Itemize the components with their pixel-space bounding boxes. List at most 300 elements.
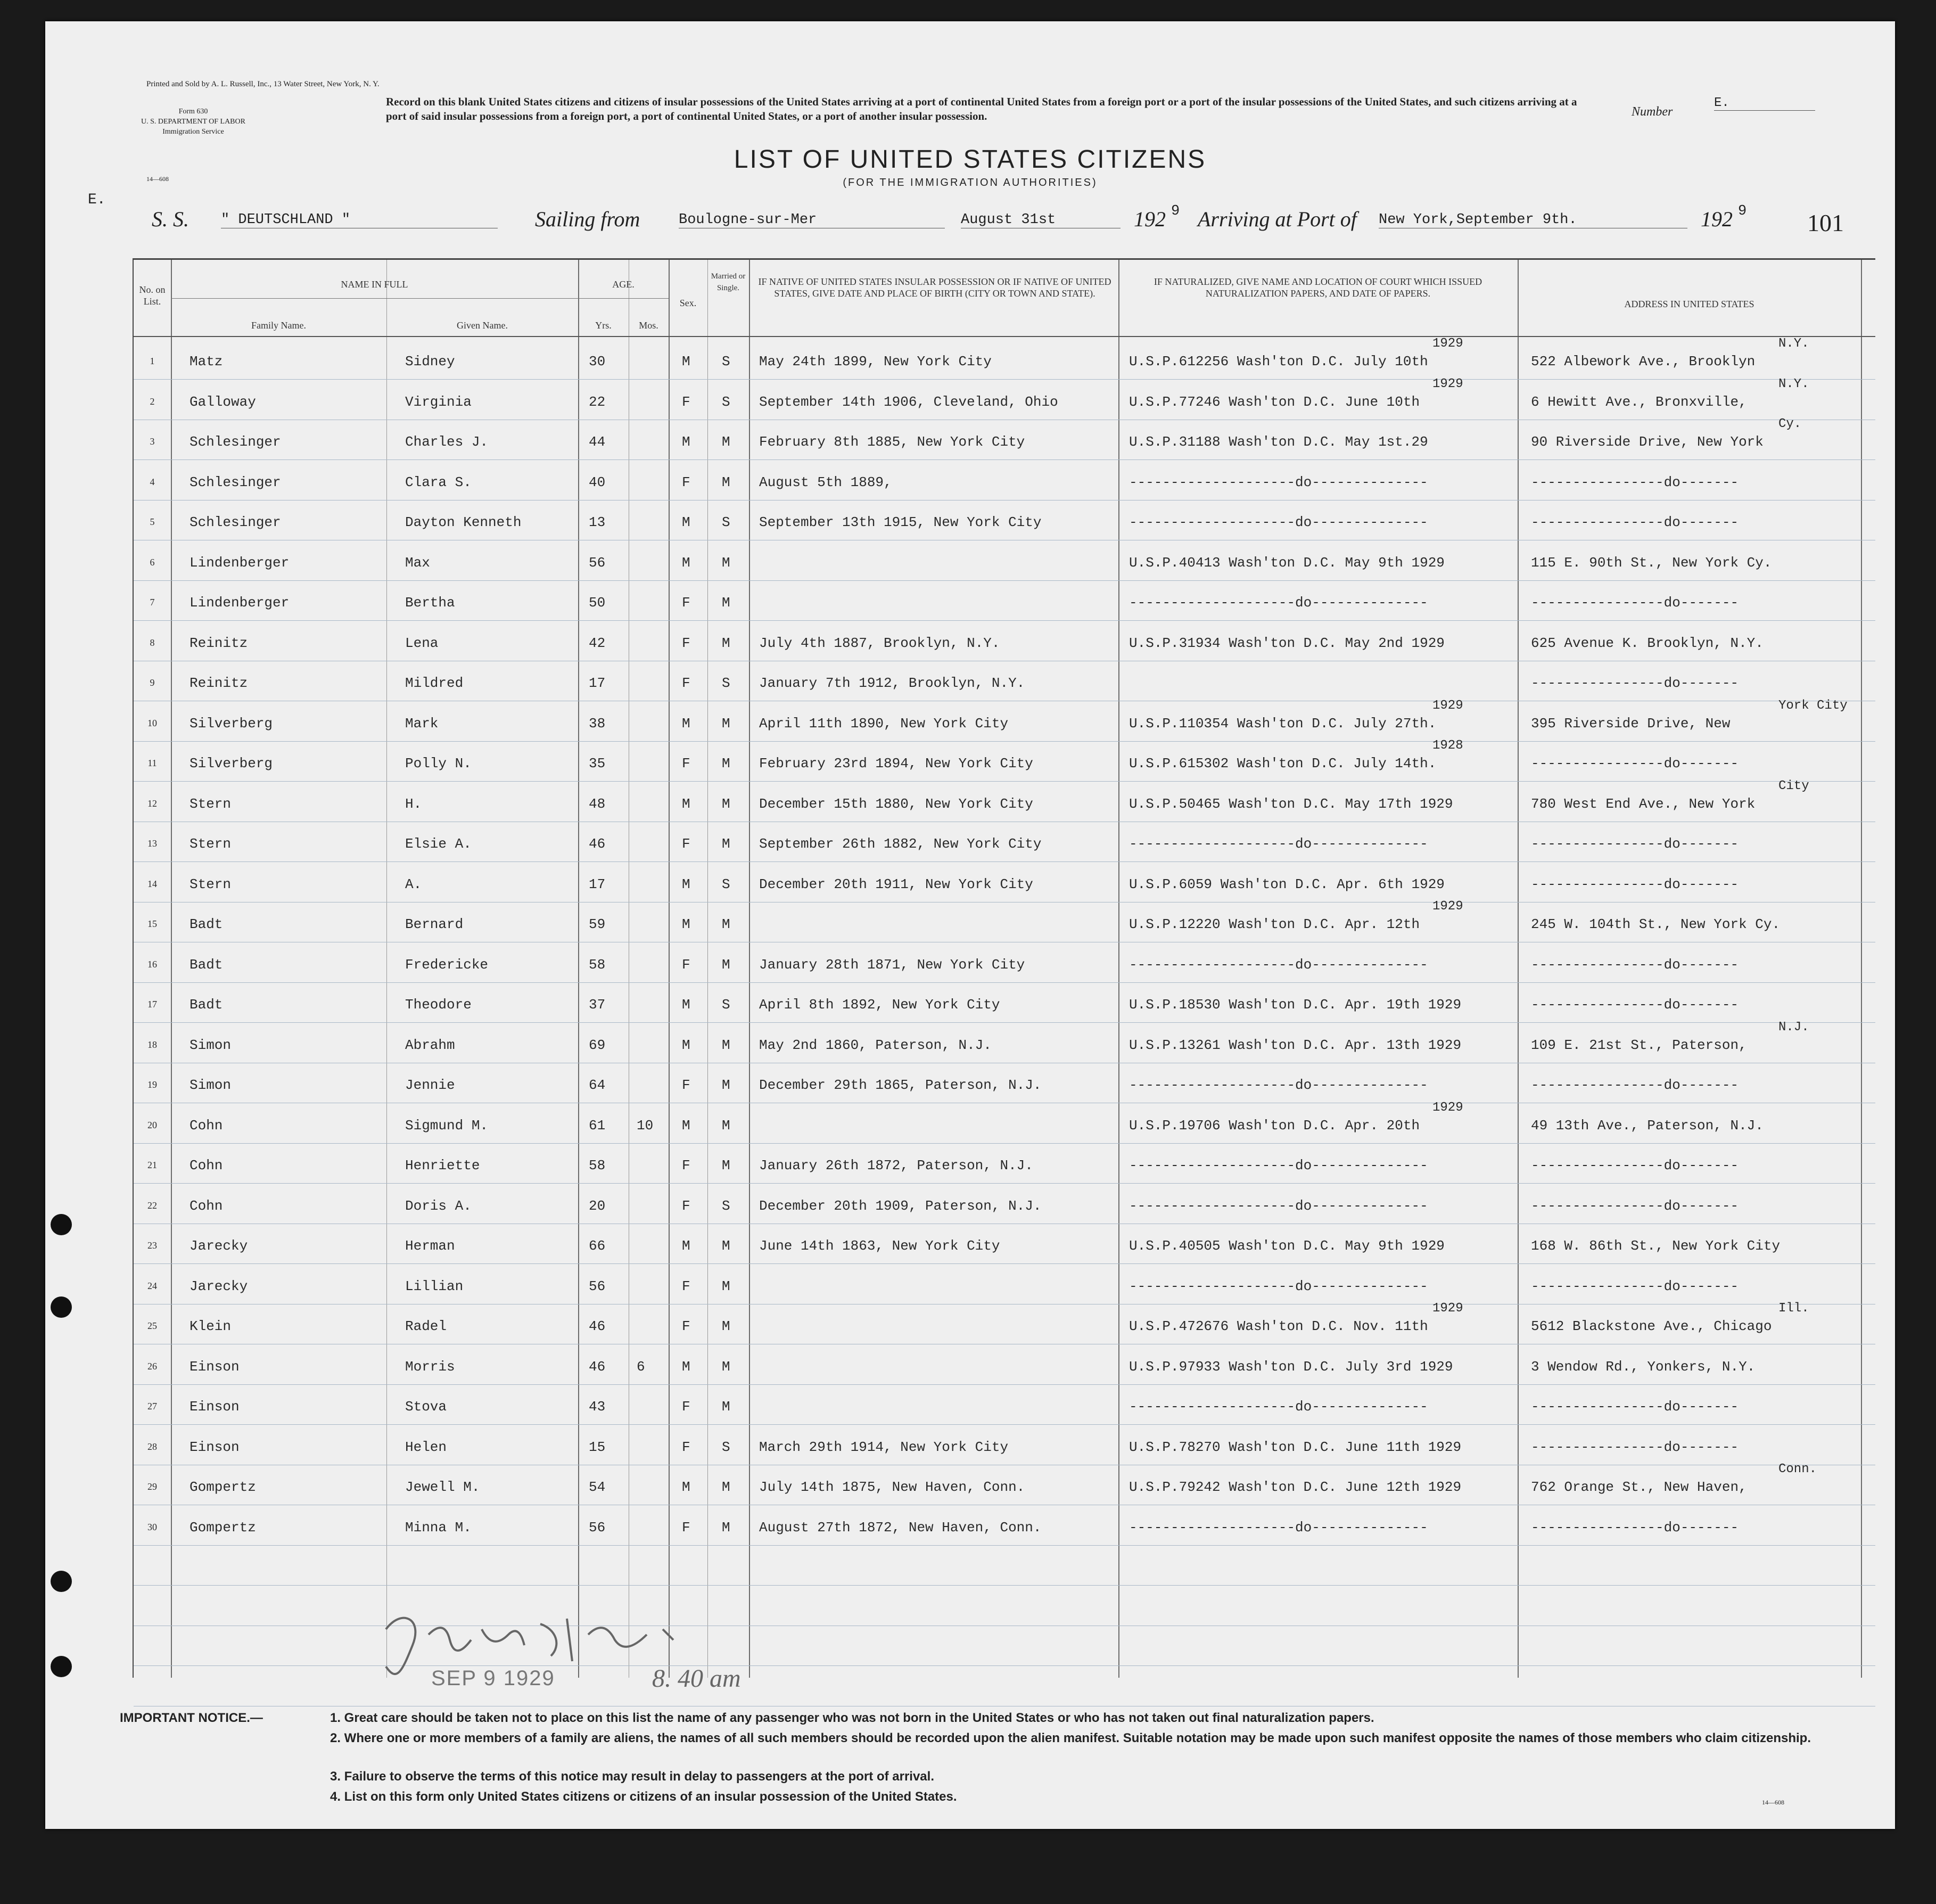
table-row (134, 661, 1875, 701)
cell-no: 28 (147, 1441, 157, 1452)
table-row (134, 943, 1875, 983)
col-given-header: Given Name. (457, 320, 508, 331)
cell-given: Henriette (405, 1158, 480, 1173)
table-row (134, 581, 1875, 621)
cell-naturalized-year-note: 1929 (1432, 337, 1463, 351)
cell-sex: M (682, 715, 690, 732)
cell-family: Einson (190, 1358, 240, 1375)
cell-no: 10 (147, 717, 157, 728)
cell-yrs: 46 (589, 1318, 606, 1334)
cell-birth: March 29th 1914, New York City (759, 1439, 1009, 1455)
table-row (134, 1425, 1875, 1465)
sailing-from: Boulogne-sur-Mer (679, 212, 945, 228)
cell-nat: --------------------do-------------- (1129, 514, 1428, 530)
cell-no: 22 (147, 1200, 157, 1211)
cell-birth: April 8th 1892, New York City (759, 997, 1000, 1013)
cell-addr: ----------------do------- (1531, 756, 1739, 772)
cell-birth: July 14th 1875, New Haven, Conn. (759, 1479, 1025, 1495)
cell-sex: F (682, 956, 690, 973)
form-code-top: 14—608 (146, 175, 169, 183)
cell-birth: January 7th 1912, Brooklyn, N.Y. (759, 675, 1025, 691)
cell-yrs: 22 (589, 393, 606, 410)
cell-nat: --------------------do-------------- (1129, 1519, 1428, 1536)
cell-family: Einson (190, 1439, 240, 1455)
cell-nat: U.S.P.31188 Wash'ton D.C. May 1st.29 (1129, 434, 1428, 450)
cell-no: 26 (147, 1360, 157, 1372)
cell-birth: January 28th 1871, New York City (759, 956, 1025, 973)
cell-yrs: 56 (589, 554, 606, 571)
cell-nat: --------------------do-------------- (1129, 474, 1428, 490)
cell-ms: M (722, 956, 730, 973)
cell-given: Minna M. (405, 1519, 472, 1536)
cell-nat: U.S.P.40413 Wash'ton D.C. May 9th 1929 (1129, 554, 1445, 571)
table-row (134, 1301, 1875, 1344)
table-row (134, 822, 1875, 862)
cell-yrs: 43 (589, 1399, 606, 1415)
cell-sex: F (682, 756, 690, 772)
cell-family: Schlesinger (190, 514, 281, 530)
cell-addr: 522 Albework Ave., Brooklyn (1531, 354, 1756, 370)
cell-family: Gompertz (190, 1519, 256, 1536)
cell-no: 30 (147, 1521, 157, 1532)
cell-addr: 168 W. 86th St., New York City (1531, 1238, 1781, 1254)
cell-addr: ----------------do------- (1531, 675, 1739, 691)
cell-no: 9 (150, 677, 155, 688)
cell-family: Einson (190, 1399, 240, 1415)
cell-family: Cohn (190, 1158, 223, 1173)
table-row (134, 698, 1875, 742)
form-code-bottom: 14—608 (1762, 1799, 1784, 1806)
cell-given: Stova (405, 1399, 447, 1415)
cell-ms: M (722, 1278, 730, 1294)
cell-nat: U.S.P.78270 Wash'ton D.C. June 11th 1929 (1129, 1439, 1462, 1455)
cell-birth: September 26th 1882, New York City (759, 836, 1042, 852)
cell-ms: M (722, 1158, 730, 1173)
cell-no: 21 (147, 1160, 157, 1170)
cell-ms: M (722, 1519, 730, 1536)
cell-no: 13 (147, 838, 157, 849)
cell-no: 17 (147, 999, 157, 1010)
cell-nat: --------------------do-------------- (1129, 1278, 1428, 1294)
cell-nat: U.S.P.612256 Wash'ton D.C. July 10th (1129, 354, 1428, 370)
cell-birth: September 13th 1915, New York City (759, 514, 1042, 530)
cell-sex: F (682, 1439, 690, 1455)
cell-given: Mildred (405, 675, 464, 691)
cell-family: Reinitz (190, 675, 248, 691)
cell-addr: 5612 Blackstone Ave., Chicago (1531, 1318, 1772, 1334)
cell-addr: ----------------do------- (1531, 474, 1739, 490)
table-row (134, 500, 1875, 540)
cell-given: H. (405, 795, 422, 812)
document-title: LIST OF UNITED STATES CITIZENS (734, 145, 1207, 174)
binder-hole (51, 1296, 72, 1318)
cell-given: Fredericke (405, 956, 489, 973)
cell-sex: M (682, 916, 690, 932)
cell-ms: M (722, 1077, 730, 1093)
arrival-date-stamp: SEP 9 1929 (431, 1667, 555, 1690)
cell-no: 24 (147, 1280, 157, 1291)
cell-yrs: 46 (589, 1358, 606, 1375)
cell-given: Doris A. (405, 1197, 472, 1214)
table-row (134, 621, 1875, 661)
left-mark: E. (88, 192, 106, 208)
col-mos-header: Mos. (639, 320, 658, 331)
cell-nat: --------------------do-------------- (1129, 1158, 1428, 1173)
col-sex-header: Sex. (679, 298, 697, 308)
col-naturalized-header: IF NATURALIZED, GIVE NAME AND LOCATION OF COURT WHICH ISSUED NATURALIZATION PAPERS, AND DATE OF PAPERS. (1154, 276, 1482, 299)
cell-naturalized-year-note: 1928 (1432, 738, 1463, 753)
binder-hole (51, 1656, 72, 1677)
col-address-header: ADDRESS IN UNITED STATES (1624, 299, 1754, 309)
cell-given: Charles J. (405, 434, 489, 450)
cell-birth: January 26th 1872, Paterson, N.J. (759, 1158, 1033, 1173)
cell-yrs: 48 (589, 795, 606, 812)
cell-given: Herman (405, 1238, 455, 1254)
cell-given: Abrahm (405, 1037, 455, 1053)
sailing-date: August 31st (961, 212, 1121, 228)
cell-yrs: 42 (589, 635, 606, 651)
cell-addr: ----------------do------- (1531, 956, 1739, 973)
cell-family: Simon (190, 1037, 232, 1053)
cell-addr: ----------------do------- (1531, 595, 1739, 611)
cell-family: Badt (190, 956, 223, 973)
cell-naturalized-year-note: 1929 (1432, 1301, 1463, 1316)
cell-nat: U.S.P.50465 Wash'ton D.C. May 17th 1929 (1129, 795, 1453, 812)
notice-item-2: 2. Where one or more members of a family are aliens, the names of all such members should be recorded upon the alien manifest. Suitable notation may be made upon such manifest opposite the names of those members who claim citizenship. (330, 1731, 1811, 1745)
cell-addr: 90 Riverside Drive, New York (1531, 434, 1764, 450)
cell-yrs: 38 (589, 715, 606, 732)
cell-ms: M (722, 916, 730, 932)
cell-sex: M (682, 1037, 690, 1053)
cell-nat: --------------------do-------------- (1129, 1077, 1428, 1093)
cell-given: Max (405, 554, 430, 571)
cell-yrs: 17 (589, 675, 606, 691)
cell-no: 15 (147, 918, 157, 929)
cell-no: 29 (147, 1481, 157, 1492)
cell-sex: F (682, 1278, 690, 1294)
instructions-text: Record on this blank United States citizens and citizens of insular possessions of the United States arriving at a port of continental United States from a foreign port or a port of the insular possessions of the United States, and such citizens arriving at a port of said insular possessions from a foreign port, a port of continental United States, or a port of another insular possession. (386, 95, 1577, 122)
table-row (134, 1506, 1875, 1546)
notice-item-1: 1. Great care should be taken not to place on this list the name of any passenger who was not born in the United States or who has not taken out final naturalization papers. (330, 1711, 1374, 1725)
cell-ms: M (722, 554, 730, 571)
cell-birth: August 5th 1889, (759, 474, 892, 490)
cell-naturalized-year-note: 1929 (1432, 376, 1463, 391)
cell-ms: M (722, 836, 730, 852)
cell-birth: September 14th 1906, Cleveland, Ohio (759, 393, 1058, 410)
cell-birth: May 2nd 1860, Paterson, N.J. (759, 1037, 992, 1053)
cell-family: Reinitz (190, 635, 248, 651)
cell-ms: M (722, 795, 730, 812)
col-name-header: NAME IN FULL (341, 279, 408, 290)
cell-no: 1 (150, 356, 155, 366)
cell-yrs: 37 (589, 997, 606, 1013)
cell-addr: ----------------do------- (1531, 1158, 1739, 1173)
cell-family: Cohn (190, 1117, 223, 1134)
table-row (134, 1184, 1875, 1224)
cell-given: Elsie A. (405, 836, 472, 852)
cell-nat: U.S.P.79242 Wash'ton D.C. June 12th 1929 (1129, 1479, 1462, 1495)
cell-addr: 115 E. 90th St., New York Cy. (1531, 554, 1772, 571)
cell-no: 4 (150, 476, 155, 487)
cell-nat: U.S.P.18530 Wash'ton D.C. Apr. 19th 1929 (1129, 997, 1462, 1013)
cell-ms: M (722, 1479, 730, 1495)
cell-address-note: N.J. (1778, 1020, 1809, 1035)
cell-yrs: 66 (589, 1238, 606, 1254)
cell-family: Lindenberger (190, 554, 290, 571)
cell-birth: December 20th 1911, New York City (759, 876, 1033, 892)
cell-family: Klein (190, 1318, 232, 1334)
cell-addr: ----------------do------- (1531, 1077, 1739, 1093)
form-number-line: Form 630 (178, 108, 208, 116)
cell-given: Sigmund M. (405, 1117, 489, 1134)
cell-naturalized-year-note: 1929 (1432, 899, 1463, 914)
document-subtitle: (FOR THE IMMIGRATION AUTHORITIES) (843, 177, 1098, 188)
cell-ms: M (722, 1358, 730, 1375)
cell-sex: M (682, 514, 690, 530)
cell-sex: F (682, 1158, 690, 1173)
table-row (134, 1224, 1875, 1264)
table-row (134, 1063, 1875, 1103)
cell-no: 7 (150, 597, 155, 608)
cell-sex: M (682, 1117, 690, 1134)
cell-no: 14 (147, 878, 157, 889)
cell-given: Helen (405, 1439, 447, 1455)
cell-mos: 10 (637, 1117, 654, 1134)
cell-addr: 6 Hewitt Ave., Bronxville, (1531, 393, 1747, 410)
cell-family: Galloway (190, 393, 256, 410)
table-row (134, 1265, 1875, 1304)
cell-mos: 6 (637, 1358, 645, 1375)
cell-address-note: City (1778, 778, 1809, 793)
cell-family: Jarecky (190, 1278, 248, 1294)
cell-address-note: N.Y. (1778, 376, 1809, 391)
table-row (134, 899, 1875, 942)
cell-sex: F (682, 836, 690, 852)
cell-addr: ----------------do------- (1531, 1519, 1739, 1536)
arrival-time-note: 8. 40 am (652, 1664, 741, 1693)
binder-hole (51, 1571, 72, 1592)
cell-yrs: 56 (589, 1519, 606, 1536)
table-row (134, 1462, 1875, 1505)
arriving-label: Arriving at Port of (1198, 207, 1357, 231)
cell-family: Stern (190, 876, 232, 892)
cell-yrs: 35 (589, 756, 606, 772)
cell-sex: F (682, 393, 690, 410)
number-label: Number (1632, 105, 1673, 119)
table-row (134, 983, 1875, 1023)
col-birth-header: IF NATIVE OF UNITED STATES INSULAR POSSESSION OR IF NATIVE OF UNITED STATES, GIVE DATE AND PLACE OF BIRTH (CITY OR TOWN AND STATE). (758, 276, 1111, 299)
table-row (134, 417, 1875, 460)
cell-addr: 395 Riverside Drive, New (1531, 715, 1731, 732)
cell-yrs: 59 (589, 916, 606, 932)
cell-ms: M (722, 434, 730, 450)
cell-ms: S (722, 876, 730, 892)
cell-no: 3 (150, 436, 155, 447)
cell-birth: February 8th 1885, New York City (759, 434, 1025, 450)
cell-family: Stern (190, 795, 232, 812)
cell-yrs: 69 (589, 1037, 606, 1053)
cell-sex: F (682, 1197, 690, 1214)
col-married-header: Married or Single. (711, 272, 746, 292)
form-block (141, 106, 245, 137)
cell-sex: M (682, 876, 690, 892)
cell-no: 18 (147, 1039, 157, 1050)
cell-nat: U.S.P.110354 Wash'ton D.C. July 27th. (1129, 715, 1437, 732)
cell-sex: F (682, 1318, 690, 1334)
cell-given: Lillian (405, 1278, 464, 1294)
cell-yrs: 56 (589, 1278, 606, 1294)
cell-given: Lena (405, 635, 439, 651)
cell-sex: M (682, 795, 690, 812)
cell-nat: --------------------do-------------- (1129, 595, 1428, 611)
table-row (134, 1020, 1875, 1063)
cell-addr: ----------------do------- (1531, 876, 1739, 892)
table-row (134, 1385, 1875, 1425)
cell-ms: M (722, 715, 730, 732)
ship-name: " DEUTSCHLAND " (221, 212, 498, 228)
cell-addr: ----------------do------- (1531, 836, 1739, 852)
col-no-header: No. on List. (139, 284, 166, 307)
cell-birth: April 11th 1890, New York City (759, 715, 1009, 732)
cell-ms: M (722, 635, 730, 651)
cell-no: 5 (150, 516, 155, 527)
cell-nat: U.S.P.6059 Wash'ton D.C. Apr. 6th 1929 (1129, 876, 1445, 892)
cell-ms: S (722, 393, 730, 410)
cell-ms: S (722, 1197, 730, 1214)
cell-given: Polly N. (405, 756, 472, 772)
cell-addr: ----------------do------- (1531, 997, 1739, 1013)
cell-yrs: 40 (589, 474, 606, 490)
cell-yrs: 46 (589, 836, 606, 852)
cell-yrs: 30 (589, 354, 606, 370)
cell-sex: M (682, 1238, 690, 1254)
cell-sex: M (682, 554, 690, 571)
cell-ms: S (722, 354, 730, 370)
cell-given: Jennie (405, 1077, 455, 1093)
cell-addr: 3 Wendow Rd., Yonkers, N.Y. (1531, 1358, 1756, 1375)
cell-sex: F (682, 1399, 690, 1415)
citizens-table (133, 258, 1875, 1678)
sailing-year-suffix: 9 (1171, 203, 1180, 219)
cell-ms: M (722, 756, 730, 772)
cell-addr: 245 W. 104th St., New York Cy. (1531, 916, 1781, 932)
arriving-year-suffix: 9 (1738, 203, 1747, 219)
cell-given: Bernard (405, 916, 464, 932)
cell-yrs: 50 (589, 595, 606, 611)
cell-family: Badt (190, 997, 223, 1013)
cell-nat: U.S.P.77246 Wash'ton D.C. June 10th (1129, 393, 1420, 410)
cell-family: Stern (190, 836, 232, 852)
cell-ms: M (722, 1238, 730, 1254)
cell-addr: ----------------do------- (1531, 1439, 1739, 1455)
cell-addr: 49 13th Ave., Paterson, N.J. (1531, 1117, 1764, 1134)
cell-family: Simon (190, 1077, 232, 1093)
arriving-year-prefix: 192 (1701, 207, 1733, 231)
cell-given: Mark (405, 715, 439, 732)
cell-yrs: 58 (589, 1158, 606, 1173)
cell-naturalized-year-note: 1929 (1432, 1100, 1463, 1115)
cell-ms: M (722, 474, 730, 490)
cell-given: A. (405, 876, 422, 892)
col-age-header: AGE. (612, 279, 635, 290)
notice-title: IMPORTANT NOTICE.— (120, 1711, 263, 1725)
table-row (134, 376, 1875, 420)
printer-line: Printed and Sold by A. L. Russell, Inc., 13 Water Street, New York, N. Y. (146, 80, 380, 88)
cell-given: Clara S. (405, 474, 472, 490)
cell-addr: ----------------do------- (1531, 1197, 1739, 1214)
cell-address-note: Ill. (1778, 1301, 1809, 1316)
cell-ms: S (722, 675, 730, 691)
cell-no: 6 (150, 556, 155, 568)
cell-sex: M (682, 354, 690, 370)
cell-nat: U.S.P.472676 Wash'ton D.C. Nov. 11th (1129, 1318, 1428, 1334)
cell-family: Silverberg (190, 756, 273, 772)
table-row (134, 863, 1875, 902)
cell-sex: F (682, 474, 690, 490)
cell-birth: December 15th 1880, New York City (759, 795, 1033, 812)
cell-nat: --------------------do-------------- (1129, 836, 1428, 852)
col-family-header: Family Name. (251, 320, 306, 331)
cell-yrs: 15 (589, 1439, 606, 1455)
sailing-year-prefix: 192 (1134, 207, 1166, 231)
cell-birth: July 4th 1887, Brooklyn, N.Y. (759, 635, 1000, 651)
cell-family: Schlesinger (190, 474, 281, 490)
cell-nat: U.S.P.12220 Wash'ton D.C. Apr. 12th (1129, 916, 1420, 932)
cell-yrs: 61 (589, 1117, 606, 1134)
cell-yrs: 44 (589, 434, 606, 450)
cell-sex: F (682, 1519, 690, 1536)
cell-sex: F (682, 675, 690, 691)
cell-addr: 109 E. 21st St., Paterson, (1531, 1037, 1747, 1053)
cell-given: Jewell M. (405, 1479, 480, 1495)
cell-ms: M (722, 1318, 730, 1334)
cell-yrs: 64 (589, 1077, 606, 1093)
cell-birth: June 14th 1863, New York City (759, 1238, 1000, 1254)
table-row (134, 541, 1875, 581)
cell-no: 27 (147, 1401, 157, 1411)
cell-addr: 762 Orange St., New Haven, (1531, 1479, 1747, 1495)
cell-yrs: 17 (589, 876, 606, 892)
arriving-port: New York,September 9th. (1379, 212, 1687, 228)
cell-yrs: 13 (589, 514, 606, 530)
ss-label: S. S. (152, 207, 189, 231)
cell-sex: M (682, 434, 690, 450)
cell-nat: U.S.P.615302 Wash'ton D.C. July 14th. (1129, 756, 1437, 772)
cell-ms: S (722, 1439, 730, 1455)
table-row (134, 738, 1875, 782)
cell-sex: M (682, 1479, 690, 1495)
table-row (134, 1144, 1875, 1184)
cell-family: Silverberg (190, 715, 273, 732)
notice-item-3: 3. Failure to observe the terms of this notice may result in delay to passengers at the port of arrival. (330, 1769, 934, 1784)
cell-birth: May 24th 1899, New York City (759, 354, 992, 370)
cell-family: Jarecky (190, 1238, 248, 1254)
cell-no: 19 (147, 1079, 157, 1090)
cell-ms: M (722, 595, 730, 611)
cell-sex: F (682, 1077, 690, 1093)
cell-address-note: N.Y. (1778, 337, 1809, 351)
cell-birth: December 20th 1909, Paterson, N.J. (759, 1197, 1042, 1214)
cell-given: Theodore (405, 997, 472, 1013)
cell-no: 25 (147, 1320, 157, 1331)
service-line: Immigration Service (162, 128, 224, 136)
cell-no: 20 (147, 1119, 157, 1130)
cell-sex: M (682, 997, 690, 1013)
cell-ms: M (722, 1117, 730, 1134)
cell-sex: F (682, 595, 690, 611)
cell-given: Sidney (405, 354, 455, 370)
cell-family: Schlesinger (190, 434, 281, 450)
